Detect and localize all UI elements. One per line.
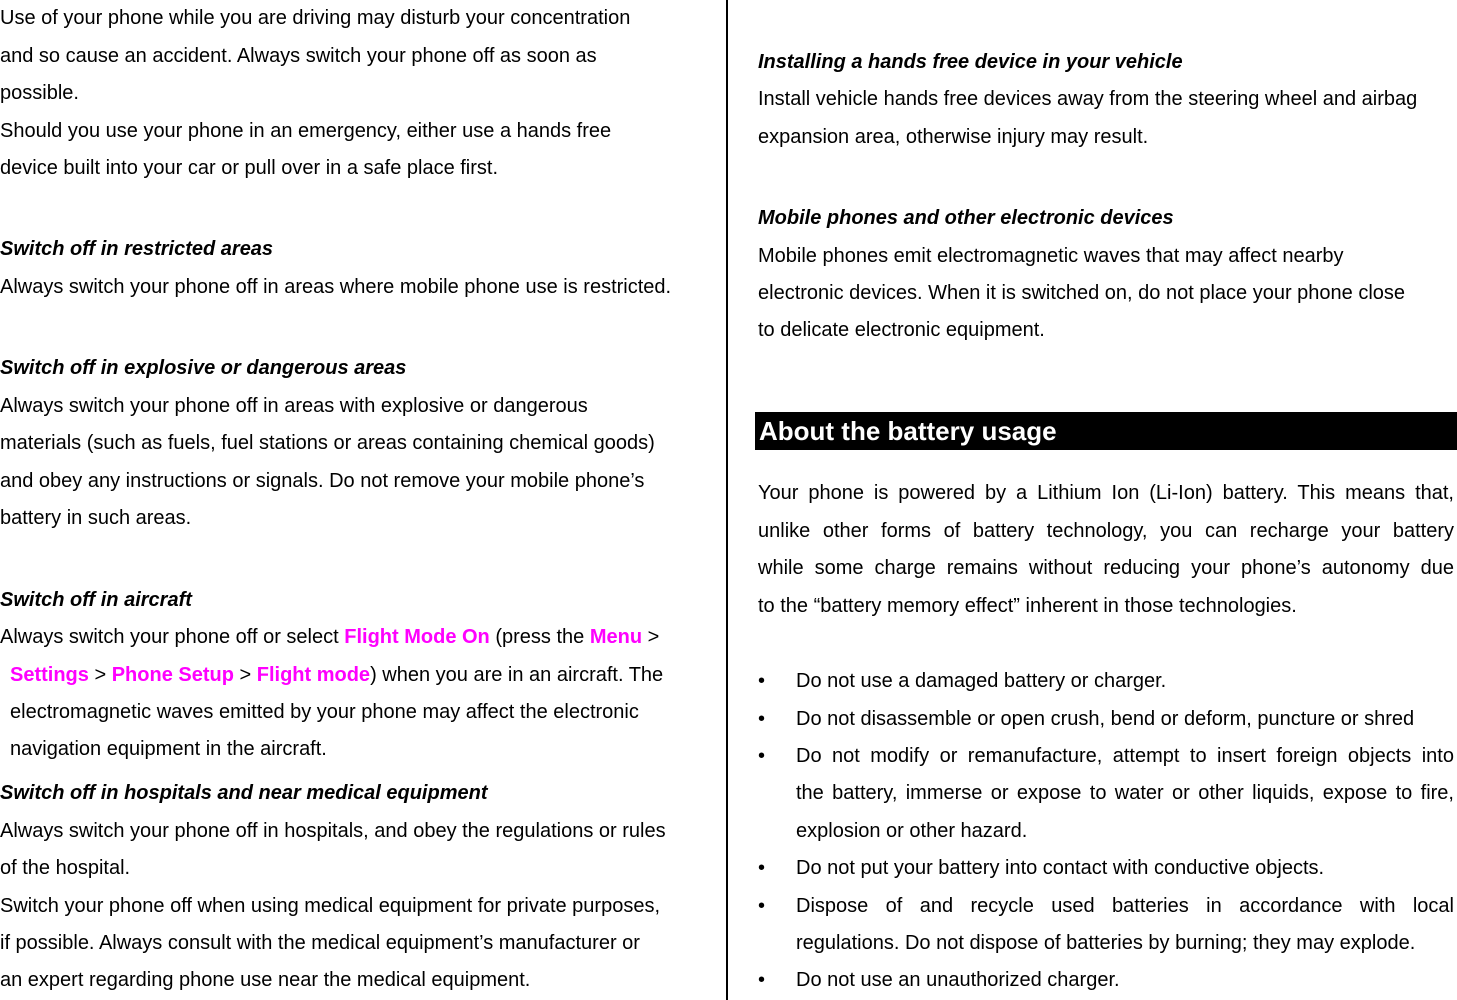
body-text: electronic devices. When it is switched on, do not place your phone close: [758, 282, 1406, 304]
body-text: battery in such areas.: [0, 507, 192, 529]
section-heading-aircraft: Switch off in aircraft: [0, 589, 192, 611]
bullet-icon: •: [758, 895, 766, 917]
section-heading-handsfree: Installing a hands free device in your vehicle: [758, 51, 1183, 73]
section-heading-restricted: Switch off in restricted areas: [0, 238, 274, 260]
bullet-item: Do not disassemble or open crush, bend or deform, puncture or shred: [796, 708, 1415, 730]
body-text: possible.: [0, 82, 79, 104]
body-text: Always switch your phone off in areas where mobile phone use is restricted.: [0, 276, 672, 298]
bullet-item-continued: explosion or other hazard.: [796, 820, 1028, 842]
bullet-item: Dispose of and recycle used batteries in accordance with local: [796, 895, 1454, 917]
bullet-icon: •: [758, 670, 766, 692]
body-text: (press the: [489, 626, 590, 648]
body-text: materials (such as fuels, fuel stations or areas containing chemical goods): [0, 432, 655, 454]
bullet-item: Do not put your battery into contact with conductive objects.: [796, 857, 1325, 879]
section-heading-electronic: Mobile phones and other electronic devices: [758, 207, 1174, 229]
bullet-icon: •: [758, 745, 766, 767]
bullet-icon: •: [758, 969, 766, 991]
body-text: >: [642, 626, 660, 648]
menu-path-menu: Menu: [589, 626, 643, 648]
body-text: Should you use your phone in an emergency, either use a hands free: [0, 120, 612, 142]
menu-path-phone-setup: Phone Setup: [111, 664, 234, 686]
body-text: unlike other forms of battery technology, you can recharge your battery: [758, 520, 1454, 542]
section-heading-explosive: Switch off in explosive or dangerous areas: [0, 357, 407, 379]
body-text: Use of your phone while you are driving may disturb your concentration: [0, 7, 631, 29]
bullet-icon: •: [758, 708, 766, 730]
section-heading-hospitals: Switch off in hospitals and near medical equipment: [0, 782, 488, 804]
bullet-icon: •: [758, 857, 766, 879]
body-text: Always switch your phone off or select: [0, 626, 345, 648]
menu-path-flight-mode: Flight mode: [256, 664, 371, 686]
body-text: Switch your phone off when using medical equipment for private purposes,: [0, 895, 661, 917]
body-text: expansion area, otherwise injury may result.: [758, 126, 1149, 148]
battery-section-banner: About the battery usage: [755, 412, 1457, 450]
bullet-item: Do not modify or remanufacture, attempt to insert foreign objects into: [796, 745, 1454, 767]
body-text: Your phone is powered by a Lithium Ion (Li-Ion) battery. This means that,: [758, 482, 1454, 504]
body-text: device built into your car or pull over in a safe place first.: [0, 157, 499, 179]
body-text: while some charge remains without reducing your phone’s autonomy due: [758, 557, 1454, 579]
body-text: >: [88, 664, 112, 686]
body-text: navigation equipment in the aircraft.: [10, 738, 327, 760]
body-text: electromagnetic waves emitted by your phone may affect the electronic: [10, 701, 639, 723]
menu-path-settings: Settings: [10, 664, 89, 686]
body-text: of the hospital.: [0, 857, 131, 879]
body-text: if possible. Always consult with the medical equipment’s manufacturer or: [0, 932, 640, 954]
menu-path-flight-mode-on: Flight Mode On: [344, 626, 490, 648]
body-text: Always switch your phone off in areas with explosive or dangerous: [0, 395, 588, 417]
body-text: and so cause an accident. Always switch your phone off as soon as: [0, 45, 597, 67]
body-text: Always switch your phone off in hospitals, and obey the regulations or rules: [0, 820, 666, 842]
body-text: and obey any instructions or signals. Do not remove your mobile phone’s: [0, 470, 645, 492]
body-text: ) when you are in an aircraft. The: [370, 664, 664, 686]
body-text: Install vehicle hands free devices away from the steering wheel and airbag: [758, 88, 1418, 110]
body-text: an expert regarding phone use near the medical equipment.: [0, 969, 531, 991]
bullet-item: Do not use an unauthorized charger.: [796, 969, 1120, 991]
column-divider: [726, 0, 728, 1000]
body-text: >: [233, 664, 257, 686]
aircraft-instructions-line: [0, 625, 659, 649]
body-text: to delicate electronic equipment.: [758, 319, 1045, 341]
bullet-item-continued: the battery, immerse or expose to water or other liquids, expose to fire,: [796, 782, 1454, 804]
bullet-item-continued: regulations. Do not dispose of batteries by burning; they may explode.: [796, 932, 1416, 954]
body-text: Mobile phones emit electromagnetic waves that may affect nearby: [758, 245, 1344, 267]
bullet-item: Do not use a damaged battery or charger.: [796, 670, 1167, 692]
aircraft-menu-path-line: [10, 663, 663, 687]
body-text: to the “battery memory effect” inherent in those technologies.: [758, 595, 1297, 617]
